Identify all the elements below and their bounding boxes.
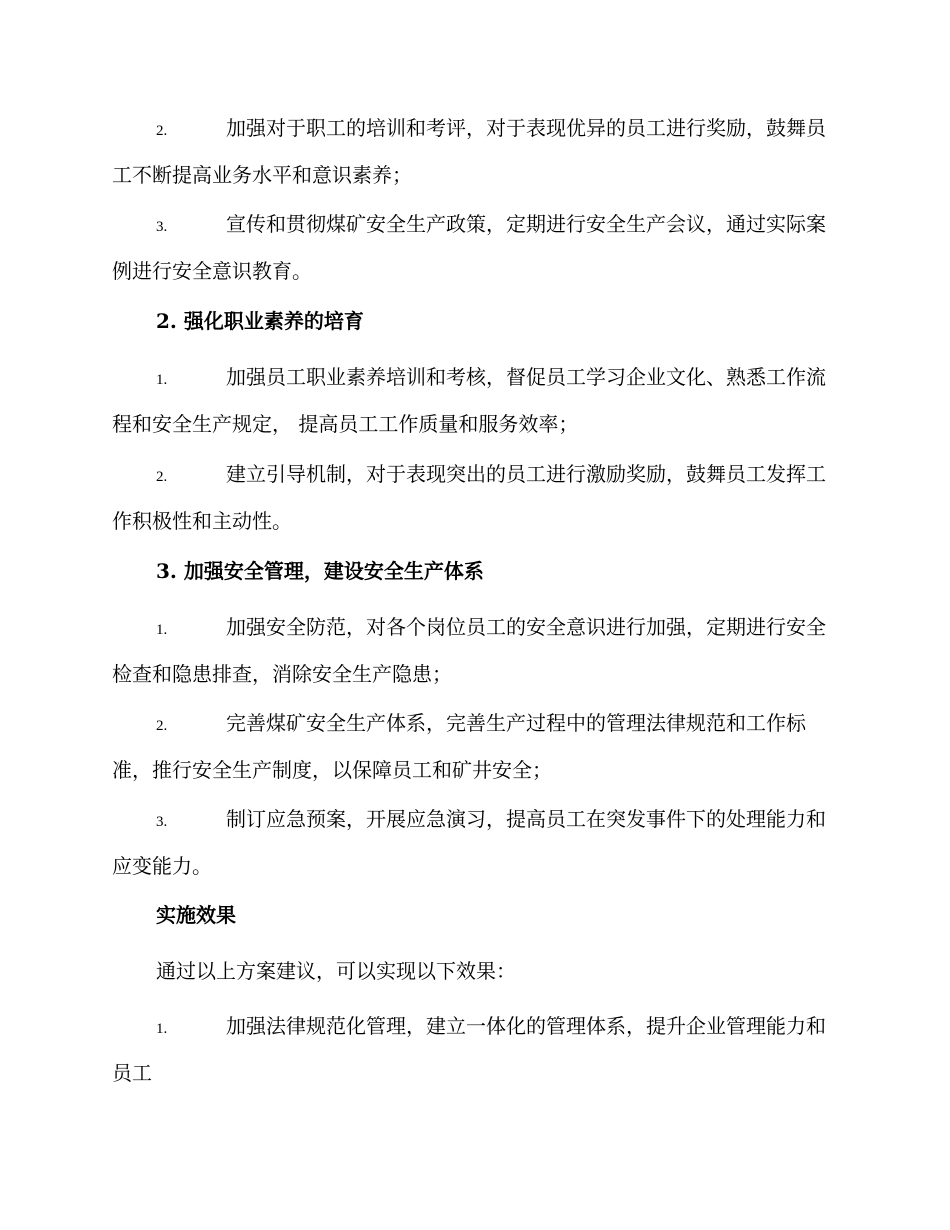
list-item-body: 加强员工职业素养培训和考核，督促员工学习企业文化、熟悉工作流程和安全生产规定， 提高员工工作质量和服务效率； bbox=[112, 365, 826, 436]
list-number: 1. bbox=[156, 372, 168, 388]
list-item-text bbox=[112, 106, 832, 197]
list-item-text bbox=[112, 797, 832, 888]
section-heading-text: 2. 强化职业素养的培育 bbox=[156, 309, 364, 333]
list-item-body: 完善煤矿安全生产体系，完善生产过程中的管理法律规范和工作标准，推行安全生产制度，以保障员工和矿井安全； bbox=[112, 711, 806, 782]
list-item-body: 加强安全防范，对各个岗位员工的安全意识进行加强，定期进行安全检查和隐患排查，消除安全生产隐患； bbox=[112, 615, 826, 686]
section-heading-text: 实施效果 bbox=[156, 903, 236, 927]
list-item-body: 制订应急预案，开展应急演习，提高员工在突发事件下的处理能力和应变能力。 bbox=[112, 807, 826, 878]
list-item-text bbox=[112, 701, 832, 792]
list-item-body: 加强法律规范化管理，建立一体化的管理体系，提升企业管理能力和员工 bbox=[112, 1014, 826, 1085]
list-item bbox=[112, 701, 832, 792]
list-item-text bbox=[112, 1004, 832, 1095]
list-item-body: 加强对于职工的培训和考评，对于表现优异的员工进行奖励，鼓舞员工不断提高业务水平和意识素养； bbox=[112, 116, 826, 187]
list-number: 2. bbox=[156, 123, 168, 139]
list-number: 3. bbox=[156, 814, 168, 830]
list-number: 1. bbox=[156, 1021, 168, 1037]
list-item bbox=[112, 452, 832, 543]
list-item bbox=[112, 355, 832, 446]
list-item-text bbox=[112, 452, 832, 543]
list-item bbox=[112, 202, 832, 293]
paragraph bbox=[112, 949, 832, 993]
section-heading bbox=[112, 549, 832, 593]
list-number: 3. bbox=[156, 219, 168, 235]
list-number: 2. bbox=[156, 718, 168, 734]
section-heading-text: 3. 加强安全管理，建设安全生产体系 bbox=[156, 559, 484, 583]
list-item-body: 建立引导机制，对于表现突出的员工进行激励奖励，鼓舞员工发挥工作积极性和主动性。 bbox=[112, 462, 826, 533]
paragraph-text: 通过以上方案建议，可以实现以下效果： bbox=[156, 959, 516, 983]
list-number: 2. bbox=[156, 469, 168, 485]
list-number: 1. bbox=[156, 622, 168, 638]
list-item-text bbox=[112, 202, 832, 293]
list-item bbox=[112, 1004, 832, 1095]
list-item-text bbox=[112, 355, 832, 446]
list-item-body: 宣传和贯彻煤矿安全生产政策，定期进行安全生产会议，通过实际案例进行安全意识教育。 bbox=[112, 212, 826, 283]
list-item bbox=[112, 106, 832, 197]
section-heading bbox=[112, 299, 832, 343]
list-item bbox=[112, 797, 832, 888]
list-item-text bbox=[112, 605, 832, 696]
list-item bbox=[112, 605, 832, 696]
section-heading bbox=[112, 893, 832, 937]
